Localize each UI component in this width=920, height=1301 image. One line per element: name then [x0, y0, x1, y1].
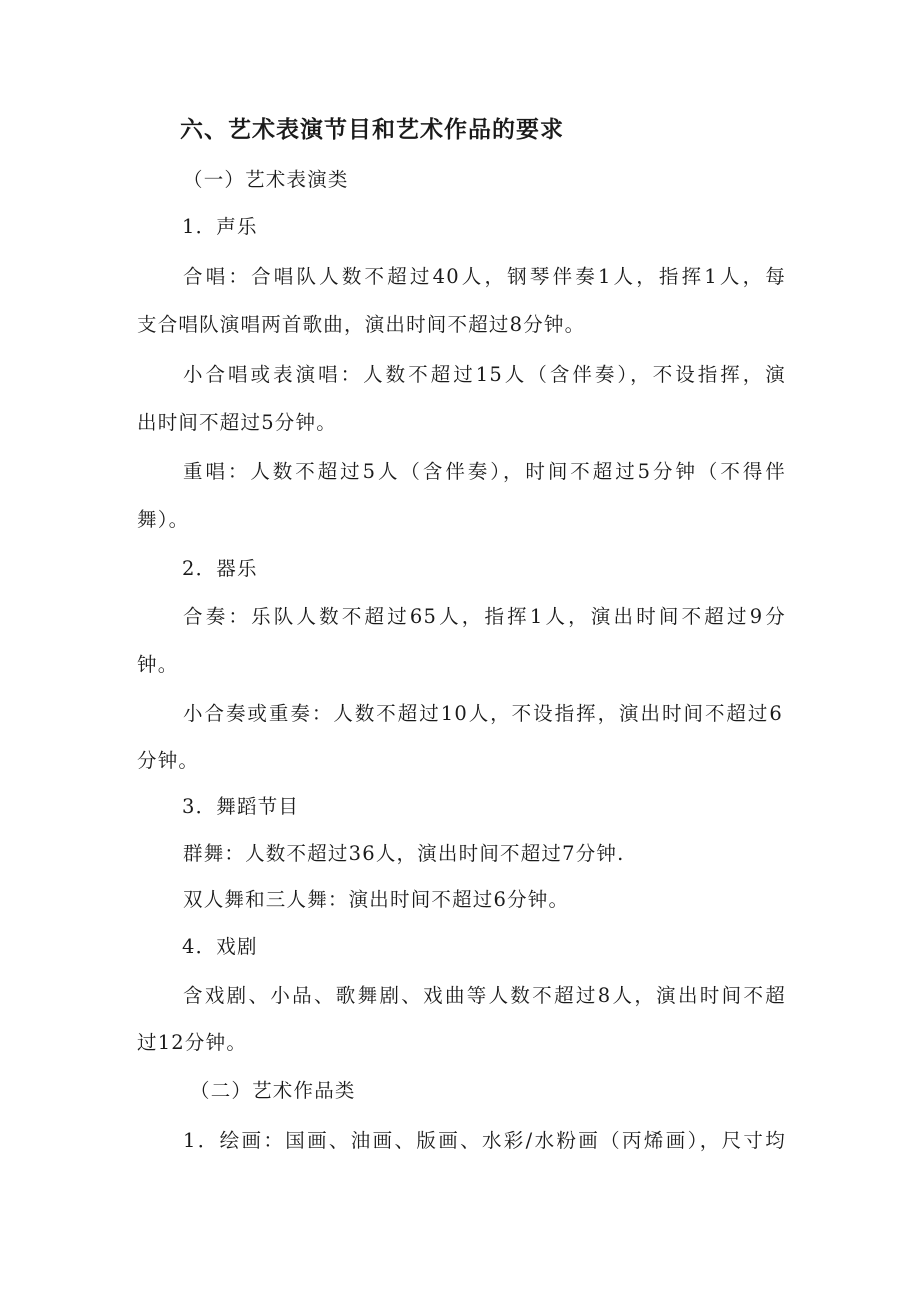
- paragraph-line: 合奏：乐队人数不超过65人，指挥1人，演出时间不超过9分: [183, 605, 786, 628]
- paragraph-line: 含戏剧、小品、歌舞剧、戏曲等人数不超过8人，演出时间不超: [183, 984, 786, 1007]
- subsection-title: （二）艺术作品类: [190, 1079, 356, 1102]
- paragraph-line: 过12分钟。: [137, 1031, 248, 1054]
- paragraph-line: 小合奏或重奏：人数不超过10人，不设指挥，演出时间不超过6: [183, 702, 783, 725]
- subsection-title: （一）艺术表演类: [183, 168, 349, 191]
- paragraph-line: 重唱：人数不超过5人（含伴奏），时间不超过5分钟（不得伴: [183, 460, 786, 483]
- paragraph-line: 双人舞和三人舞：演出时间不超过6分钟。: [183, 888, 570, 911]
- paragraph-line: 群舞：人数不超过36人，演出时间不超过7分钟.: [183, 842, 625, 865]
- item-title: 3．舞蹈节目: [182, 795, 300, 818]
- paragraph-line: 支合唱队演唱两首歌曲，演出时间不超过8分钟。: [137, 313, 586, 336]
- item-title: 4．戏剧: [182, 935, 258, 958]
- paragraph-line: 钟。: [137, 653, 179, 676]
- item-title: 2．器乐: [182, 557, 258, 580]
- paragraph-line: 分钟。: [137, 749, 200, 772]
- paragraph-line: 出时间不超过5分钟。: [137, 411, 337, 434]
- item-title: 1．声乐: [182, 215, 258, 238]
- paragraph-line: 舞）。: [137, 508, 190, 531]
- paragraph-line: 小合唱或表演唱：人数不超过15人（含伴奏），不设指挥，演: [183, 363, 786, 386]
- paragraph-line: 合唱：合唱队人数不超过40人，钢琴伴奏1人，指挥1人，每: [183, 265, 786, 288]
- section-heading: 六、艺术表演节目和艺术作品的要求: [180, 117, 564, 143]
- paragraph-line: 1．绘画：国画、油画、版画、水彩/水粉画（丙烯画），尺寸均: [183, 1129, 786, 1152]
